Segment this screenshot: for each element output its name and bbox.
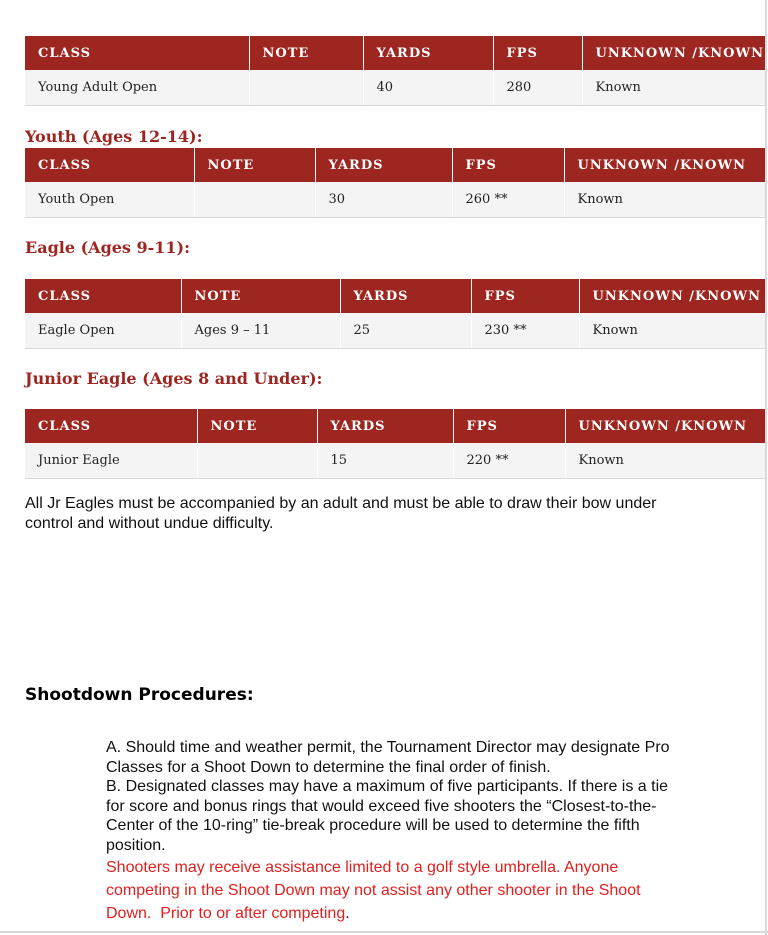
cell-known: Known — [582, 70, 765, 106]
eagle-table — [25, 279, 765, 349]
col-header-yards: YARDS — [315, 148, 452, 182]
col-header-class: CLASS — [25, 36, 249, 70]
cell-note — [197, 443, 317, 479]
cell-class: Youth Open — [25, 182, 194, 218]
col-header-yards: YARDS — [340, 279, 471, 313]
young-adult-table — [25, 36, 765, 106]
cell-yards: 30 — [315, 182, 452, 218]
cell-note: Ages 9 – 11 — [181, 313, 340, 349]
assistance-rule-tail: Prior to or after competing — [160, 904, 346, 922]
col-header-class: CLASS — [25, 148, 194, 182]
junior-eagle-heading: Junior Eagle (Ages 8 and Under): — [25, 369, 323, 388]
table-header-row — [25, 279, 765, 313]
assistance-rule — [106, 856, 681, 925]
cell-fps: 230 ** — [471, 313, 579, 349]
eagle-heading: Eagle (Ages 9-11): — [25, 238, 191, 257]
procedure-item-b: B. Designated classes may have a maximum of five participants. If there is a tie for score and bonus rings that would exceed five shooters the “Closest-to-the-Center of the 10-ring” tie-break procedure will be used to determine the fifth position. — [106, 778, 669, 854]
col-header-note: NOTE — [197, 409, 317, 443]
cell-class: Young Adult Open — [25, 70, 249, 106]
cell-note — [249, 70, 363, 106]
cell-yards: 15 — [317, 443, 453, 479]
table-row — [25, 443, 765, 479]
col-header-fps: FPS — [452, 148, 564, 182]
cell-yards: 40 — [363, 70, 493, 106]
col-header-class: CLASS — [25, 279, 181, 313]
col-header-yards: YARDS — [363, 36, 493, 70]
col-header-known: UNKNOWN /KNOWN — [582, 36, 765, 70]
col-header-known: UNKNOWN /KNOWN — [579, 279, 765, 313]
col-header-yards: YARDS — [317, 409, 453, 443]
cell-class: Eagle Open — [25, 313, 181, 349]
shootdown-procedures — [106, 738, 681, 925]
assistance-rule-period: . — [345, 904, 350, 922]
page-edge-right — [765, 0, 767, 935]
col-header-note: NOTE — [249, 36, 363, 70]
table-row — [25, 313, 765, 349]
shootdown-title: Shootdown Procedures: — [25, 685, 254, 705]
table-row — [25, 70, 765, 106]
cell-yards: 25 — [340, 313, 471, 349]
table-header-row — [25, 36, 765, 70]
procedure-item-a: A. Should time and weather permit, the Tournament Director may designate Pro Classes for a Shoot Down to determine the final order of finish. — [106, 739, 670, 776]
page-edge-bottom — [0, 931, 768, 933]
cell-known: Known — [564, 182, 765, 218]
col-header-fps: FPS — [453, 409, 565, 443]
table-header-row — [25, 148, 765, 182]
table-row — [25, 182, 765, 218]
col-header-fps: FPS — [493, 36, 582, 70]
col-header-known: UNKNOWN /KNOWN — [564, 148, 765, 182]
youth-heading: Youth (Ages 12-14): — [25, 127, 203, 146]
jr-eagle-note: All Jr Eagles must be accompanied by an adult and must be able to draw their bow under control and without undue difficulty. — [25, 495, 657, 532]
col-header-class: CLASS — [25, 409, 197, 443]
cell-fps: 220 ** — [453, 443, 565, 479]
cell-known: Known — [579, 313, 765, 349]
col-header-note: NOTE — [181, 279, 340, 313]
col-header-known: UNKNOWN /KNOWN — [565, 409, 765, 443]
assistance-rule-text: Shooters may receive assistance limited to a golf style umbrella. Anyone competing in the Shoot Down may not assist any other shooter in the Shoot Down. — [106, 858, 641, 922]
cell-note — [194, 182, 315, 218]
cell-class: Junior Eagle — [25, 443, 197, 479]
col-header-fps: FPS — [471, 279, 579, 313]
col-header-note: NOTE — [194, 148, 315, 182]
cell-fps: 260 ** — [452, 182, 564, 218]
cell-known: Known — [565, 443, 765, 479]
youth-table — [25, 148, 765, 218]
cell-fps: 280 — [493, 70, 582, 106]
junior-eagle-table — [25, 409, 765, 479]
table-header-row — [25, 409, 765, 443]
